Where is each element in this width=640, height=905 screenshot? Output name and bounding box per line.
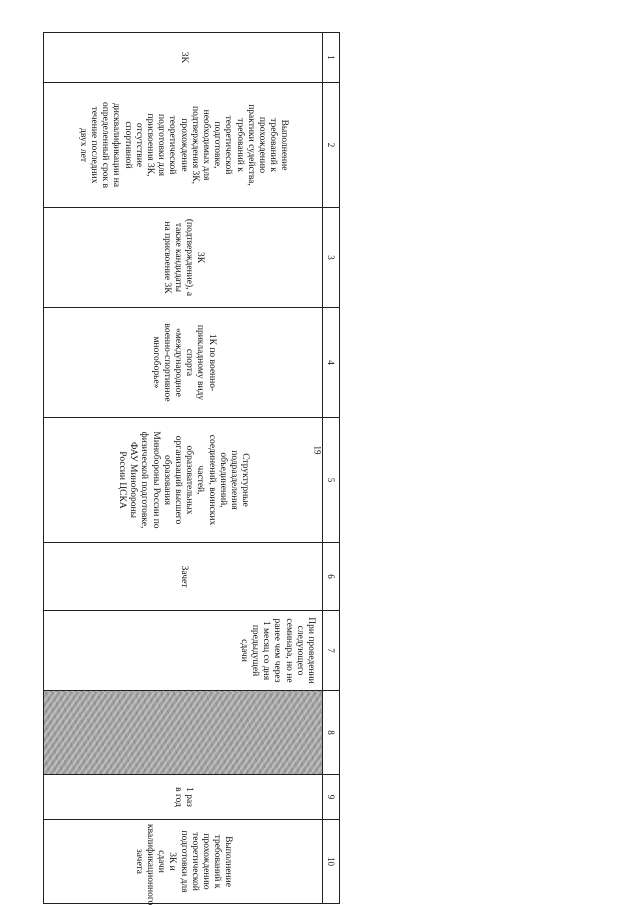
cell-line: дисквалификации на <box>111 102 122 188</box>
cell-conditions <box>44 820 323 904</box>
col-header-6: 6 <box>323 543 340 611</box>
cell-line: (подтверждение), а <box>184 218 195 297</box>
cell-line: 1 раз <box>184 787 195 807</box>
col-header-9: 9 <box>323 775 340 820</box>
cell-line: зачета <box>133 848 144 875</box>
column-number-row <box>323 33 340 904</box>
col-header-7: 7 <box>323 611 340 691</box>
table-row <box>44 33 323 904</box>
cell-line: также кандидаты <box>173 222 183 293</box>
cell-line: прикладному виду <box>195 324 206 401</box>
cell-line: подготовки для 3К и <box>167 830 189 893</box>
cell-requirements <box>44 83 323 208</box>
cell-line: предыдущей <box>249 624 260 677</box>
cell-line: сдачи <box>238 639 249 662</box>
cell-line: отсутствие <box>133 122 144 168</box>
cell-line: ФАУ Минобороны <box>128 442 139 518</box>
cell-line: 1 месяц со дня <box>261 620 272 681</box>
cell-line: соединений, воинских <box>206 434 217 526</box>
cell-line: Структурные <box>240 453 251 507</box>
col-header-4: 4 <box>323 308 340 418</box>
cell-sport-category <box>44 308 323 418</box>
cell-line: определенный срок в <box>100 102 111 188</box>
cell-line: в год <box>173 787 183 807</box>
cell-line: теоретической <box>223 115 234 175</box>
cell-line: необходимых для <box>201 109 212 181</box>
cell-candidates <box>44 208 323 308</box>
cell-line: образовательных <box>184 445 195 515</box>
cell-line: прохождение <box>178 118 189 172</box>
col-header-2: 2 <box>323 83 340 208</box>
cell-line: организаций высшего <box>173 435 183 525</box>
col-header-5: 5 <box>323 418 340 543</box>
cell-line: многоборье» <box>150 336 161 389</box>
cell-line: спорта <box>184 348 195 377</box>
requirements-table <box>43 32 340 904</box>
col-header-1: 1 <box>323 33 340 83</box>
cell-organizations <box>44 418 323 543</box>
cell-line: семинара, но не <box>283 618 294 683</box>
rotated-table-container <box>43 32 340 903</box>
cell-redacted <box>44 691 323 775</box>
cell-line: требований к <box>212 834 223 889</box>
page-number: 19 <box>312 445 323 455</box>
cell-line: Выполнение <box>223 836 234 887</box>
cell-line: подтверждения 3К, <box>189 106 200 184</box>
cell-form: Зачет <box>44 543 323 611</box>
cell-line: 1К по военно- <box>206 333 217 392</box>
cell-line: квалификационного <box>145 824 155 905</box>
cell-line: объединений, <box>217 452 228 508</box>
cell-line: частей, <box>195 465 206 495</box>
cell-line: на присвоение 3К <box>161 221 172 294</box>
cell-line: практики судейства, <box>245 104 256 186</box>
col-header-10: 10 <box>323 820 340 904</box>
cell-line: двух лет <box>77 128 88 162</box>
cell-category: 3K <box>44 33 323 83</box>
cell-line: подготовки для <box>156 114 167 176</box>
cell-line: образования <box>161 454 172 506</box>
cell-line: требований к <box>234 118 245 172</box>
cell-line: спортивной <box>122 121 133 169</box>
cell-line: прохождению <box>257 116 268 174</box>
col-header-8: 8 <box>323 691 340 775</box>
cell-line: «международное <box>173 328 183 397</box>
cell-line: теоретической <box>167 115 178 175</box>
cell-line: военно-спортивное <box>161 323 172 402</box>
cell-line: При проведении <box>306 617 316 684</box>
cell-line: присвоения 3К, <box>145 113 155 177</box>
cell-line: Выполнение <box>279 119 290 171</box>
cell-line: течение последних <box>88 106 99 184</box>
col-header-3: 3 <box>323 208 340 308</box>
cell-line: следующего <box>294 625 305 676</box>
cell-line: Минобороны России по <box>150 431 161 529</box>
cell-line: сдачи <box>156 850 167 873</box>
cell-line: России ЦСКА <box>116 451 127 509</box>
cell-line: подготовке, <box>212 121 223 169</box>
cell-line: требований к <box>268 118 279 172</box>
cell-line: теоретической <box>189 832 200 891</box>
cell-frequency <box>44 775 323 820</box>
cell-line: физической подготовке, <box>139 431 150 529</box>
cell-retake-terms <box>44 611 323 691</box>
cell-line: подразделения <box>229 450 240 510</box>
cell-line: прохождению <box>201 833 212 890</box>
cell-line: ранее чем через <box>272 618 283 683</box>
cell-line: 3К <box>195 251 206 264</box>
